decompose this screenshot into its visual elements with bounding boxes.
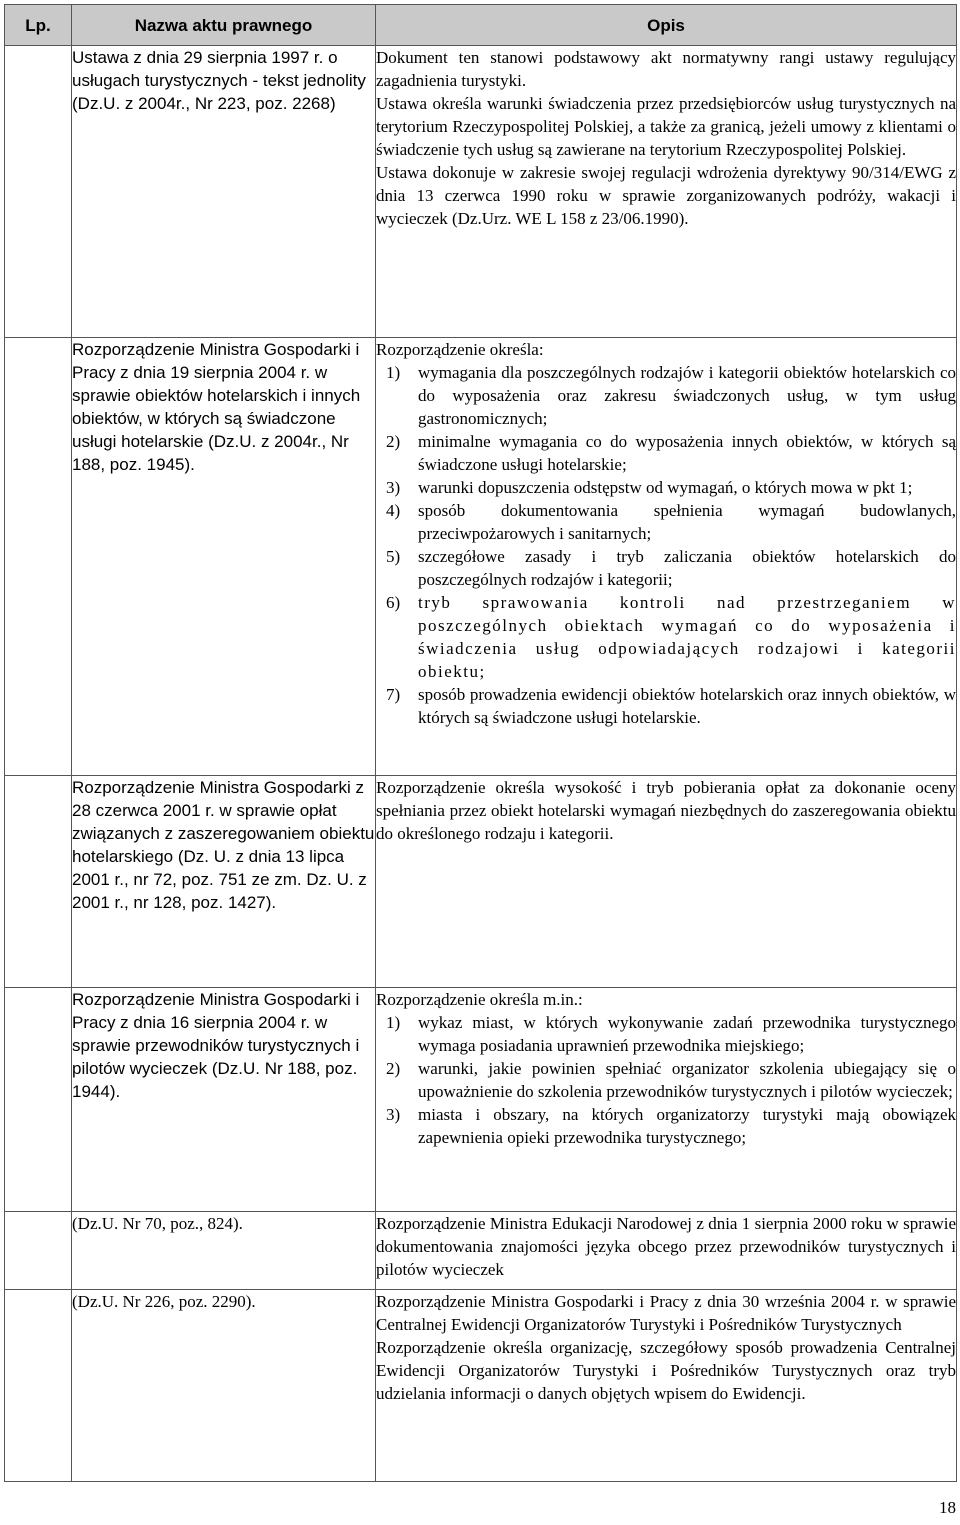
description-intro: Rozporządzenie określa: [376,340,544,359]
description-paragraph: Ustawa dokonuje w zakresie swojej regulacji wdrożenia dyrektywy 90/314/EWG z dnia 13 czerwca 1990 roku w sprawie zorganizowanych podróży, wakacji i wycieczek (Dz.Urz. WE L 158 z 23/06.1990). [376,163,956,228]
table-header-row [5,5,957,46]
list-item: 7) sposób prowadzenia ewidencji obiektów hotelarskich oraz innych obiektów, w których są świadczone usługi hotelarskie. [386,685,956,727]
act-description [376,1290,957,1482]
lp-cell [5,1290,72,1482]
table-row [5,1290,957,1482]
lp-cell [5,776,72,988]
list-item: 4) sposób dokumentowania spełnienia wymagań budowlanych, przeciwpożarowych i sanitarnych; [386,501,956,543]
act-name: Rozporządzenie Ministra Gospodarki i Pracy z dnia 16 sierpnia 2004 r. w sprawie przewodników turystycznych i pilotów wycieczek (Dz.U. Nr 188, poz. 1944). [72,988,376,1212]
lp-cell [5,988,72,1212]
act-description [376,988,957,1212]
act-description [376,338,957,776]
description-paragraph: Rozporządzenie Ministra Gospodarki i Pracy z dnia 30 września 2004 r. w sprawie Centralnej Ewidencji Organizatorów Turystyki i Pośredników Turystycznych [376,1292,956,1334]
act-name: (Dz.U. Nr 226, poz. 2290). [72,1290,376,1482]
header-description: Opis [376,5,957,46]
list-item: 5) szczegółowe zasady i tryb zaliczania obiektów hotelarskich do poszczególnych rodzajów i kategorii; [386,547,956,589]
lp-cell [5,1212,72,1290]
list-item: 1) wykaz miast, w których wykonywanie zadań przewodnika turystycznego wymaga posiadania uprawnień przewodnika miejskiego; [386,1013,956,1055]
act-description [376,46,957,338]
table-row [5,338,957,776]
act-description [376,1212,957,1290]
act-name: Rozporządzenie Ministra Gospodarki i Pracy z dnia 19 sierpnia 2004 r. w sprawie obiektów hotelarskich i innych obiektów, w których są świadczone usługi hotelarskie (Dz.U. z 2004r., Nr 188, poz. 1945). [72,338,376,776]
description-paragraph: Rozporządzenie Ministra Edukacji Narodowej z dnia 1 sierpnia 2000 roku w sprawie dokumentowania znajomości języka obcego przez przewodników turystycznych i pilotów wycieczek [376,1214,956,1279]
list-item: 6) tryb sprawowania kontroli nad przestrzeganiem w poszczególnych obiektach wymagań co do wyposażenia i świadczenia usług odpowiadających rodzajowi i kategorii obiektu; [386,593,956,681]
table-row [5,988,957,1212]
act-name: Ustawa z dnia 29 sierpnia 1997 r. o usługach turystycznych - tekst jednolity (Dz.U. z 2004r., Nr 223, poz. 2268) [72,46,376,338]
list-item: 3) miasta i obszary, na których organizatorzy turystyki mają obowiązek zapewnienia opieki przewodnika turystycznego; [386,1105,956,1147]
header-lp: Lp. [5,5,72,46]
list-item: 3) warunki dopuszczenia odstępstw od wymagań, o których mowa w pkt 1; [386,478,913,497]
legal-acts-table [4,4,957,1482]
act-name: Rozporządzenie Ministra Gospodarki z 28 czerwca 2001 r. w sprawie opłat związanych z zaszeregowaniem obiektu hotelarskiego (Dz. U. z dnia 13 lipca 2001 r., nr 72, poz. 751 ze zm. Dz. U. z 2001 r., nr 128, poz. 1427). [72,776,376,988]
act-description [376,776,957,988]
list-item: 1) wymagania dla poszczególnych rodzajów i kategorii obiektów hotelarskich co do wyposażenia oraz zakresu świadczonych usług, w tym usług gastronomicznych; [386,363,956,428]
page-number: 18 [939,1498,956,1517]
lp-cell [5,46,72,338]
lp-cell [5,338,72,776]
provision-list [376,361,956,729]
description-paragraph: Rozporządzenie określa organizację, szczegółowy sposób prowadzenia Centralnej Ewidencji Organizatorów Turystyki i Pośredników Turystycznych oraz tryb udzielania informacji o danych objętych wpisem do Ewidencji. [376,1338,956,1403]
description-paragraph: Rozporządzenie określa wysokość i tryb pobierania opłat za dokonanie oceny spełniania przez obiekt hotelarski wymagań niezbędnych do zaszeregowania obiektu do określonego rodzaju i kategorii. [376,778,956,843]
description-paragraph: Dokument ten stanowi podstawowy akt normatywny rangi ustawy regulujący zagadnienia turystyki. [376,48,956,90]
list-item: 2) minimalne wymagania co do wyposażenia innych obiektów, w których są świadczone usługi hotelarskie; [386,432,956,474]
table-row [5,46,957,338]
act-name: (Dz.U. Nr 70, poz., 824). [72,1212,376,1290]
header-name: Nazwa aktu prawnego [72,5,376,46]
description-paragraph: Ustawa określa warunki świadczenia przez przedsiębiorców usług turystycznych na terytorium Rzeczypospolitej Polskiej, a także za granicą, jeżeli umowy z klientami o świadczenie tych usług są zawierane na terytorium Rzeczypospolitej Polskiej. [376,94,956,159]
description-intro: Rozporządzenie określa m.in.: [376,990,583,1009]
provision-list [376,1011,956,1149]
table-row [5,1212,957,1290]
table-row [5,776,957,988]
list-item: 2) warunki, jakie powinien spełniać organizator szkolenia ubiegający się o upoważnienie do szkolenia przewodników turystycznych i pilotów wycieczek; [386,1059,956,1101]
